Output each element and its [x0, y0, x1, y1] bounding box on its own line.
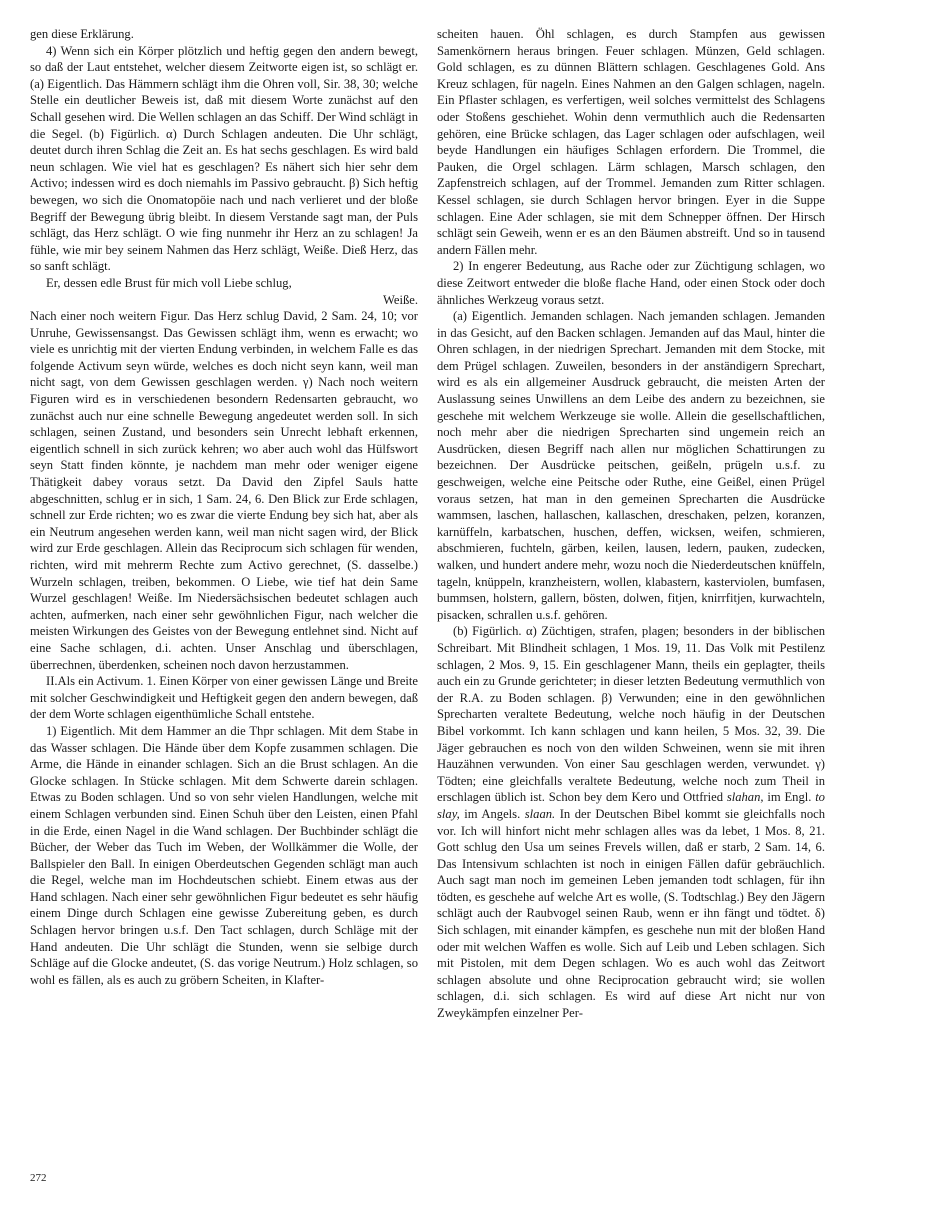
text-run: im Angels.: [459, 806, 525, 821]
paragraph: 4) Wenn sich ein Körper plötzlich und heftig gegen den andern bewegt, so daß der Laut entstehet, welcher diesem Zeitworte eigen ist, so schlägt er. (a) Eigentlich. Das Hämmern schlägt ihm die Ohren voll, Sir. 38, 30; welche Stelle ein deutlicher Beweis ist, daß mit diesem Worte zunächst auf den Schall gesehen wird. Die Wellen schlagen an das Schiff. Der Wind schlägt in die Segel. (b) Figürlich. α) Durch Schlagen andeuten. Die Uhr schlägt, deutet durch ihren Schlag die Zeit an. Es hat sechs geschlagen. Es wird bald neun schlagen. Wie viel hat es geschlagen? Es nähert sich hier sehr dem Activo; indessen wird es doch niemahls im Passivo gebraucht. β) Sich heftig bewegen, wo sich die Onomatopöie nach und nach verlieret und der bloße Begriff der Bewegung übrig bleibt. In diesem Verstande sagt man, der Puls schlägt, das Herz schlägt. O wie fing nunmehr ihr Herz an zu schlagen! Ja fühle, wie mir bey seinem Nahmen das Herz schlägt, Weiße. Dieß Herz, das so sanft schlägt.: [30, 43, 418, 274]
verse-attribution: Weiße.: [382, 292, 418, 307]
paragraph: 2) In engerer Bedeutung, aus Rache oder zur Züchtigung schlagen, wo diese Zeitwort entweder die bloße flache Hand, oder einen Stock oder doch ähnliches Werkzeug voraus setzt.: [437, 259, 825, 307]
text-run-italic: to slay,: [437, 790, 825, 821]
text-run-italic: slaan.: [524, 806, 556, 821]
paragraph: [437, 623, 825, 1021]
paragraph: (a) Eigentlich. Jemanden schlagen. Nach jemanden schlagen. Jemanden in das Gesicht, auf den Backen schlagen. Jemanden auf das Maul, hinter die Ohren schlagen, in der niedrigen Sprechart. Jemanden mit dem Stocke, mit dem Prügel schlagen. Zuweilen, besonders in der anständigern Sprechart, wird es als ein allgemeiner Ausdruck gebraucht, die meisten Arten der Auslassung seines Unwillens an dem Leibe des andern zu bezeichnen, sie geschehe mit welchem Werkzeuge sie wolle. Allein die gesellschaftlichen, noch mehr aber die niedrigen Sprecharten sind ungemein reich an Ausdrücken, diesen Begriff nach allen nur möglichen Schattirungen zu bezeichnen. Der Ausdrücke peitschen, geißeln, prügeln u.s.f. zu geschweigen, welche eine Peitsche oder Ruthe, eine Geißel, einen Prügel voraus setzen, hat man in den gemeinen Sprecharten die Ausdrücke wammsen, laschen, hallaschen, kallaschen, dreschaken, pelzen, koranzen, karnüffeln, karbatschen, huschen, deffen, wicksen, weifen, schmieren, abschmieren, fuchteln, gärben, keilen, lausen, ledern, pauken, zudecken, walken, und hundert andere mehr, wozu noch die Niederdeutschen knüffeln, tageln, knüppeln, kranzheistern, wollen, klabastern, kasterviolen, bumfasen, bummsen, holstern, gallern, bösten, dolwen, fitjen, knirrfitjen, kurwachteln, pisacken, schrallen u.s.f. gehören.: [437, 309, 825, 622]
paragraph: II.Als ein Activum. 1. Einen Körper von einer gewissen Länge und Breite mit solcher Geschwindigkeit und Heftigkeit gegen den andern bewegen, daß der dem Worte schlagen eigenthümliche Schall entstehe.: [30, 674, 418, 722]
text-run: In der Deutschen Bibel kommt sie gleichfalls noch vor. Ich will hinfort nicht mehr schlagen alles was da lebet, 1 Mos. 8, 21. Gott schlug den Usa um seines Frevels willen, daß er starb, 2 Sam. 14, 6. Das Intensivum schlachten ist noch in einigen Fällen dafür gebräuchlich. Auch sagt man noch im gemeinen Leben jemanden todt schlagen, für ihn tödten, es geschehe auf welche Art es wolle, (S. Todtschlag.) Bey den Jägern schlägt auch der Raubvogel seinen Raub, wenn er ihn fängt und tödtet. δ) Sich schlagen, mit einander kämpfen, es geschehe nun mit der bloßen Hand oder mit welchen Waffen es wolle. Sich auf Leib und Leben schlagen. Sich mit Pistolen, mit dem Degen schlagen. Wo es auch wohl das Zeitwort schlagen absolute und ohne Reciprocation gebraucht wird; sie wollen schlagen, d.i. sich schlagen. Es wird auf diese Art nicht nur von Zweykämpfen einzelner Per-: [437, 806, 825, 1021]
paragraph: Nach einer noch weitern Figur. Das Herz schlug David, 2 Sam. 24, 10; vor Unruhe, Gewissensangst. Das Gewissen schlägt ihm, wenn es erwacht; wo viele es unrichtig mit der vierten Endung verbinden, in welchem Falle es das folgende Activum seyn würde, welches es doch nicht seyn kann, weil man nicht sagt, von dem Gewissen geschlagen werden. γ) Nach noch weitern Figuren wird es in verschiedenen besondern Redensarten gebraucht, wo zunächst auch nur eine schnelle Bewegung angedeutet werden soll. In sich schlagen, seinen Zustand, und besonders sein Unrecht lebhaft erkennen, eigentlich schnell in sich zurück kehren; wo aber auch wohl das Hülfswort seyn Statt finden könnte, je nachdem man mehr oder weniger eigene Thätigkeit dabey voraus setzt. Da David den Zipfel Sauls hatte abgeschnitten, schlug er in sich, 1 Sam. 24, 6. Den Blick zur Erde schlagen, schnell zur Erde richten; wo es zwar die vierte Endung bey sich hat, aber als ein Neutrum angesehen werden kann, weil man nicht sagen wird, der Blick wird zur Erde geschlagen. Allein das Reciprocum sich schlagen für wenden, richten, wird mit mehrerm Rechte zum Activo gerechnet, (S. dasselbe.) Wurzeln schlagen, treiben, bekommen. O Liebe, wie tief hat dein Same Wurzel geschlagen! Weiße. Im Niedersächsischen bedeutet schlagen auch achten, aufmerken, nach einer sehr gewöhnlichen Figur, nach welcher die meisten Wirkungen des Geistes von der Bewegung entlehnet sind. Nicht auf eine Sache schlagen, d.i. achten. Unser Anschlag und überschlagen, überrechnen, überdenken, scheinen noch davon herzustammen.: [30, 309, 418, 672]
text-run: im Engl.: [763, 790, 816, 805]
right-column: [437, 26, 825, 1022]
page-number: 272: [30, 1172, 47, 1184]
text-run: (b) Figürlich. α) Züchtigen, strafen, plagen; besonders in der biblischen Schreibart. Mit Blindheit schlagen, 1 Mos. 19, 11. Das Volk mit Pestilenz schlagen, 2 Mos. 9, 15. Ein geschlagener Mann, theils ein geplagter, theils auch ein zu Grunde gerichteter; in dieser letzten Bedeutung vermuthlich von der R.A. zu Boden schlagen. β) Verwunden; eine in den gewöhnlichen Sprecharten veraltete Bedeutung, welche noch häufig in der Deutschen Bibel vorkommt. Ich kann schlagen und kann heilen, 5 Mos. 32, 39. Die Jäger gebrauchen es noch von den wilden Schweinen, wenn sie mit ihren Hauzähnen verwunden. Von einer Sau geschlagen werden, verwundet. γ) Tödten; eine gleichfalls veraltete Bedeutung, welche noch zum Theil in erschlagen üblich ist. Schon bey dem Kero und Ottfried: [437, 624, 825, 805]
left-column: [30, 26, 418, 988]
paragraph: scheiten hauen. Öhl schlagen, es durch Stampfen aus gewissen Samenkörnern heraus bringen. Feuer schlagen. Münzen, Geld schlagen. Gold schlagen, es zu dünnen Blättern schlagen. Geschlagenes Gold. Ans Kreuz schlagen, für nageln. Eines Nahmen an den Galgen schlagen, nageln. Ein Pflaster schlagen, es verfertigen, weil solches vermittelst des Schlagens oder Stoßens geschiehet. Wohin denn vermuthlich auch die Redensarten gehören, eine Brücke schlagen, das Lager schlagen oder aufschlagen, weil beyde Handlungen ein häufiges Schlagen erfordern. Die Trommel, die Pauken, die Orgel schlagen. Lärm schlagen, Marsch schlagen, den Zapfenstreich schlagen, auf der Trommel. Jemanden zum Ritter schlagen. Kessel schlagen, sie durch Schlagen hervor bringen. Eyer in die Suppe schlagen. Eine Ader schlagen, sie mit dem Schnepper öffnen. Der Hirsch schlägt sein Geweih, wenn er es an den Bäumen abstreift. Und so in tausend andern Fällen mehr.: [437, 27, 825, 257]
verse-line: Er, dessen edle Brust für mich voll Liebe schlug,: [46, 275, 292, 290]
text-run-italic: slahan,: [726, 790, 764, 805]
paragraph: gen diese Erklärung.: [30, 27, 134, 41]
paragraph: 1) Eigentlich. Mit dem Hammer an die Thpr schlagen. Mit dem Stabe in das Wasser schlagen. Die Hände über dem Kopfe zusammen schlagen. Die Arme, die Hände in einander schlagen. Sich an die Brust schlagen. An die Glocke schlagen. In Stücke schlagen. Mit dem Schwerte darein schlagen. Etwas zu Boden schlagen. Und so von sehr vielen Handlungen, welche mit einem Schlagen verbunden sind. Einen Schuh über den Leisten, einen Pfahl in die Erde, einen Nagel in die Wand schlagen. Der Buchbinder schlägt die Bücher, der Weber das Tuch im Weben, der Wollkämmer die Wolle, der Ballspieler den Ball. In einigen Oberdeutschen Gegenden schlägt man auch die Regel, welche man im Hochdeutschen schiebt. Einem etwas aus der Hand schlagen. Nach einer sehr gewöhnlichen Figur bedeutet es sehr häufig einem Dinge durch Schlagen eine gewisse Zubereitung geben, es durch Schlagen hervor bringen u.s.f. Den Tact schlagen, durch Schläge mit der Hand andeuten. Die Uhr schlägt die Stunden, wenn sie selbige durch Schläge auf die Glocke andeutet, (S. das vorige Neutrum.) Holz schlagen, so wohl es fällen, als es auch zu gröbern Scheiten, in Klafter-: [30, 723, 418, 987]
